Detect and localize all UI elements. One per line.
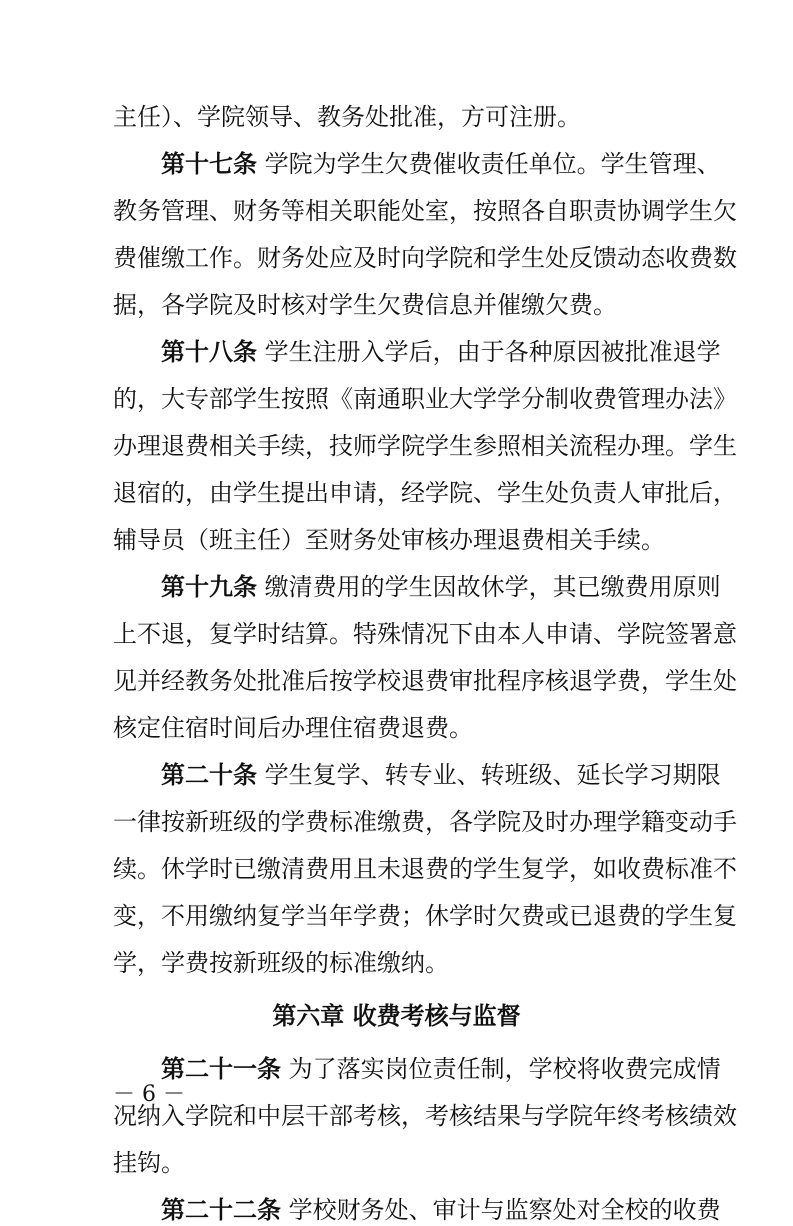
text-line: 教务管理、财务等相关职能处室，按照各自职责协调学生欠 xyxy=(113,197,737,225)
text-line xyxy=(161,1194,721,1226)
article-text: 学校财务处、审计与监察处对全校的收费 xyxy=(288,1196,721,1224)
article-text: 缴清费用的学生因故休学，其已缴费用原则 xyxy=(264,573,721,601)
article-heading: 第二十一条 xyxy=(161,1055,281,1083)
text-line: 的，大专部学生按照《南通职业大学学分制收费管理办法》 xyxy=(113,385,737,413)
text-line: 一律按新班级的学费标准缴费，各学院及时办理学籍变动手 xyxy=(113,808,737,836)
text-line: 据，各学院及时核对学生欠费信息并催缴欠费。 xyxy=(113,291,617,319)
text-line: 上不退，复学时结算。特殊情况下由本人申请、学院签署意 xyxy=(113,620,737,648)
article-text: 为了落实岗位责任制，学校将收费完成情 xyxy=(288,1055,721,1083)
text-line: 见并经教务处批准后按学校退费审批程序核退学费，学生处 xyxy=(113,667,737,695)
text-line: 主任）、学院领导、教务处批准，方可注册。 xyxy=(113,103,581,131)
text-line: 况纳入学院和中层干部考核，考核结果与学院年终考核绩效 xyxy=(113,1102,737,1130)
article-text: 学生复学、转专业、转班级、延长学习期限 xyxy=(264,761,721,789)
text-line: 学，学费按新班级的标准缴纳。 xyxy=(113,949,449,977)
text-line xyxy=(161,759,721,791)
text-line xyxy=(161,336,721,368)
text-line: 退宿的，由学生提出申请，经学院、学生处负责人审批后， xyxy=(113,479,737,507)
text-line xyxy=(161,1053,721,1085)
article-heading: 第二十二条 xyxy=(161,1196,281,1224)
text-line: 费催缴工作。财务处应及时向学院和学生处反馈动态收费数 xyxy=(113,244,737,272)
article-text: 学生注册入学后，由于各种原因被批准退学 xyxy=(264,338,721,366)
text-line: 办理退费相关手续，技师学院学生参照相关流程办理。学生 xyxy=(113,432,737,460)
article-heading: 第二十条 xyxy=(161,761,257,789)
text-line: 挂钩。 xyxy=(113,1149,185,1177)
text-line xyxy=(161,148,721,180)
text-line xyxy=(161,571,721,603)
article-text: 学院为学生欠费催收责任单位。学生管理、 xyxy=(264,150,721,178)
text-line: 变，不用缴纳复学当年学费；休学时欠费或已退费的学生复 xyxy=(113,902,737,930)
text-line: 续。休学时已缴清费用且未退费的学生复学，如收费标准不 xyxy=(113,855,737,883)
article-heading: 第十七条 xyxy=(161,150,257,178)
page-number: － 6 － xyxy=(113,1082,185,1107)
article-heading: 第十九条 xyxy=(161,573,257,601)
text-line: 核定住宿时间后办理住宿费退费。 xyxy=(113,714,473,742)
chapter-heading: 第六章 收费考核与监督 xyxy=(272,1002,521,1030)
text-line: 辅导员（班主任）至财务处审核办理退费相关手续。 xyxy=(113,526,665,554)
article-heading: 第十八条 xyxy=(161,338,257,366)
